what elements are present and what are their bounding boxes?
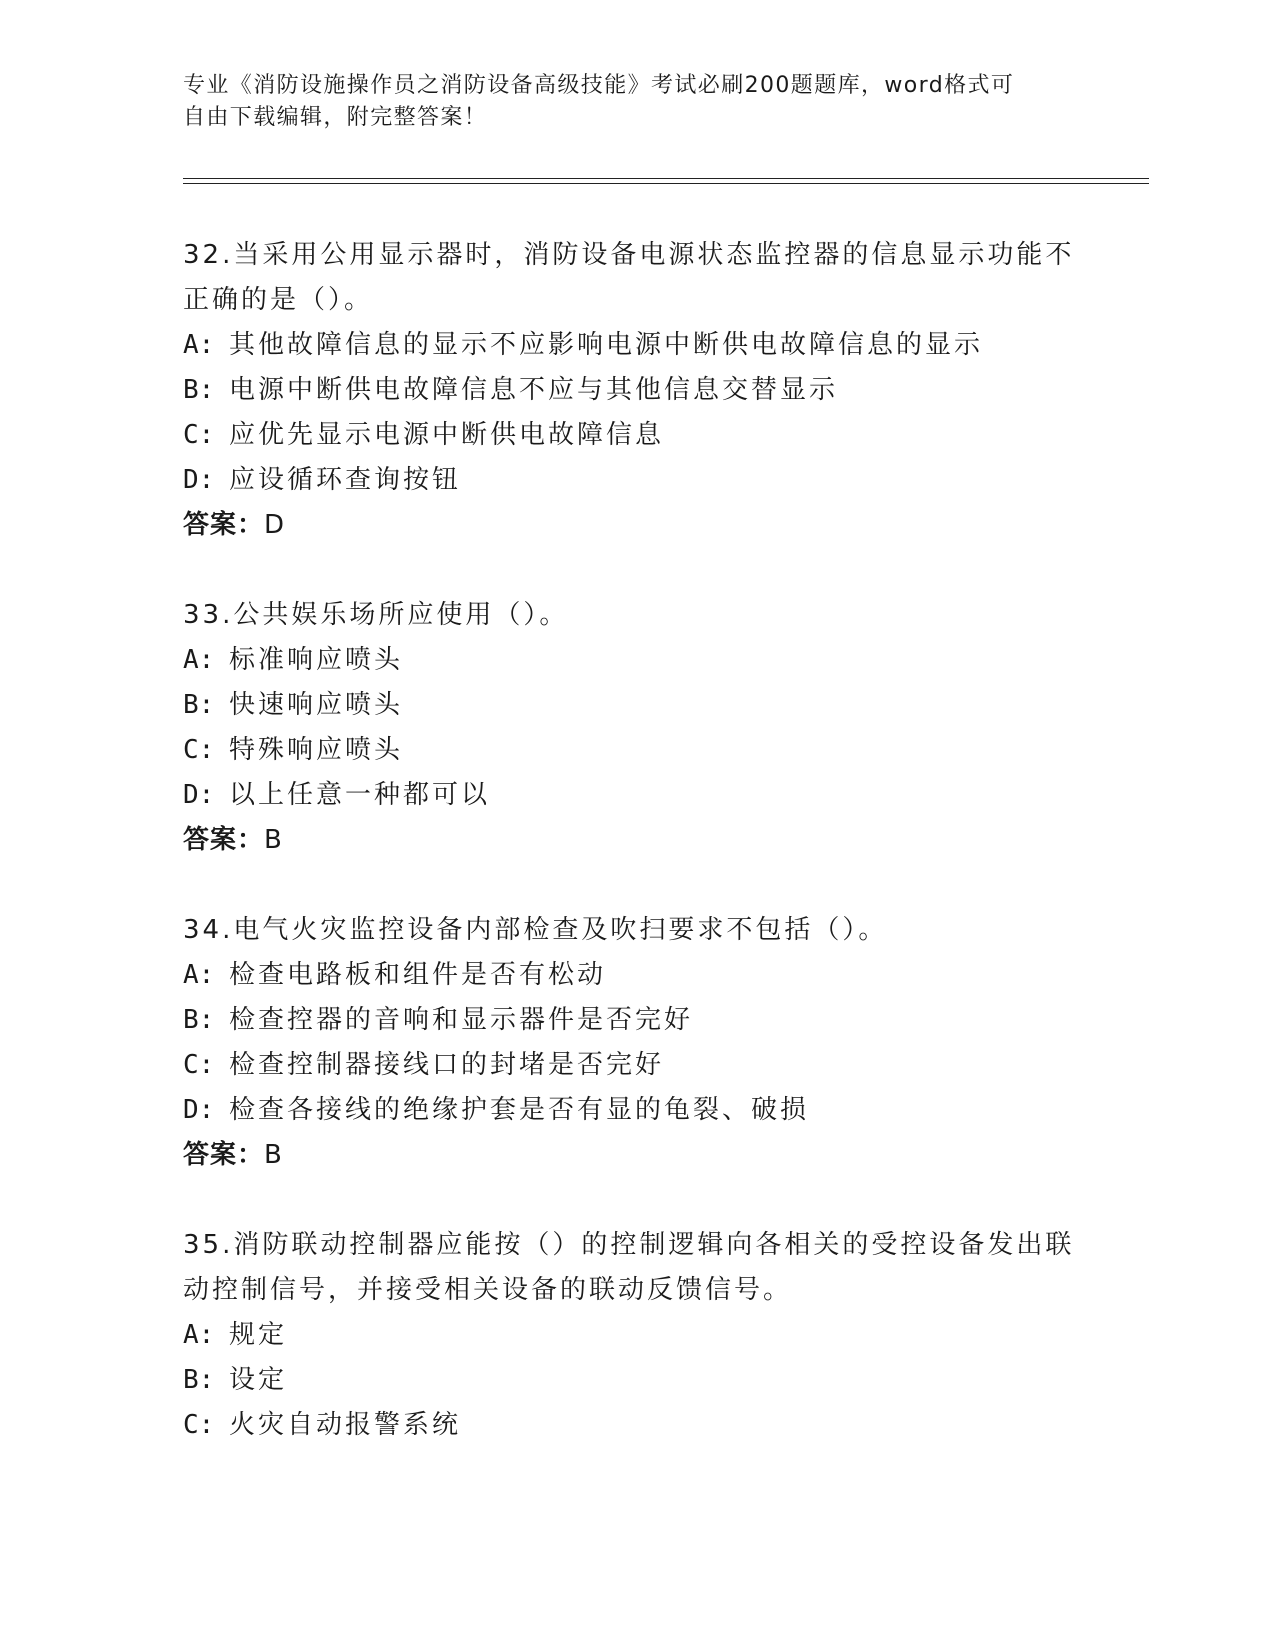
option-d — [183, 1088, 1083, 1133]
option-label: C: — [183, 1050, 215, 1080]
answer-line — [183, 503, 1083, 548]
option-text: 检查电路板和组件是否有松动 — [229, 960, 607, 990]
option-text: 特殊响应喷头 — [229, 735, 404, 765]
header-divider-top — [183, 178, 1149, 179]
answer-value: B — [264, 1140, 283, 1170]
option-label: C: — [183, 1410, 215, 1440]
question-text-line: 35.消防联动控制器应能按（）的控制逻辑向各相关的受控设备发出联 — [183, 1230, 1075, 1260]
header-line-1: 专业《消防设施操作员之消防设备高级技能》考试必刷200题题库，word格式可 — [183, 73, 1015, 98]
option-b — [183, 368, 1083, 413]
option-text: 规定 — [229, 1320, 288, 1350]
question-text-line: 33.公共娱乐场所应使用（）。 — [183, 600, 569, 630]
answer-value: B — [264, 825, 283, 855]
option-text: 检查各接线的绝缘护套是否有显的龟裂、破损 — [229, 1095, 810, 1125]
option-text: 标准响应喷头 — [229, 645, 404, 675]
option-text: 应设循环查询按钮 — [229, 465, 462, 495]
option-a — [183, 638, 1083, 683]
option-b — [183, 998, 1083, 1043]
document-header — [183, 70, 1063, 134]
option-label: D: — [183, 465, 215, 495]
option-b — [183, 1358, 1083, 1403]
option-text: 以上任意一种都可以 — [229, 780, 491, 810]
answer-label: 答案： — [183, 1140, 265, 1170]
option-text: 快速响应喷头 — [229, 690, 404, 720]
option-label: B: — [183, 1005, 215, 1035]
answer-label: 答案： — [183, 510, 265, 540]
option-text: 其他故障信息的显示不应影响电源中断供电故障信息的显示 — [229, 330, 984, 360]
answer-line — [183, 1133, 1083, 1178]
option-text: 火灾自动报警系统 — [229, 1410, 462, 1440]
option-text: 设定 — [229, 1365, 288, 1395]
option-text: 应优先显示电源中断供电故障信息 — [229, 420, 665, 450]
option-label: B: — [183, 1365, 215, 1395]
question-35 — [183, 1223, 1083, 1448]
question-text-line: 34.电气火灾监控设备内部检查及吹扫要求不包括（）。 — [183, 915, 888, 945]
option-label: A: — [183, 330, 215, 360]
option-label: A: — [183, 1320, 215, 1350]
option-d — [183, 773, 1083, 818]
answer-label: 答案： — [183, 825, 265, 855]
answer-line — [183, 818, 1083, 863]
option-label: A: — [183, 960, 215, 990]
option-text: 电源中断供电故障信息不应与其他信息交替显示 — [229, 375, 839, 405]
header-divider-bottom — [183, 183, 1149, 184]
option-label: C: — [183, 420, 215, 450]
option-c — [183, 1043, 1083, 1088]
answer-value: D — [264, 510, 286, 540]
question-32 — [183, 233, 1083, 548]
option-a — [183, 1313, 1083, 1358]
option-text: 检查控制器接线口的封堵是否完好 — [229, 1050, 665, 1080]
option-label: C: — [183, 735, 215, 765]
option-label: D: — [183, 780, 215, 810]
question-33 — [183, 593, 1083, 863]
option-a — [183, 953, 1083, 998]
question-list — [183, 233, 1083, 1493]
header-line-2: 自由下载编辑，附完整答案！ — [183, 105, 488, 130]
question-text-line: 正确的是（）。 — [183, 285, 374, 315]
option-b — [183, 683, 1083, 728]
option-d — [183, 458, 1083, 503]
option-a — [183, 323, 1083, 368]
option-text: 检查控器的音响和显示器件是否完好 — [229, 1005, 694, 1035]
option-label: D: — [183, 1095, 215, 1125]
option-c — [183, 1403, 1083, 1448]
question-text-line: 动控制信号，并接受相关设备的联动反馈信号。 — [183, 1275, 793, 1305]
option-c — [183, 413, 1083, 458]
question-34 — [183, 908, 1083, 1178]
option-c — [183, 728, 1083, 773]
question-text-line: 32.当采用公用显示器时，消防设备电源状态监控器的信息显示功能不 — [183, 240, 1075, 270]
option-label: B: — [183, 690, 215, 720]
option-label: B: — [183, 375, 215, 405]
option-label: A: — [183, 645, 215, 675]
